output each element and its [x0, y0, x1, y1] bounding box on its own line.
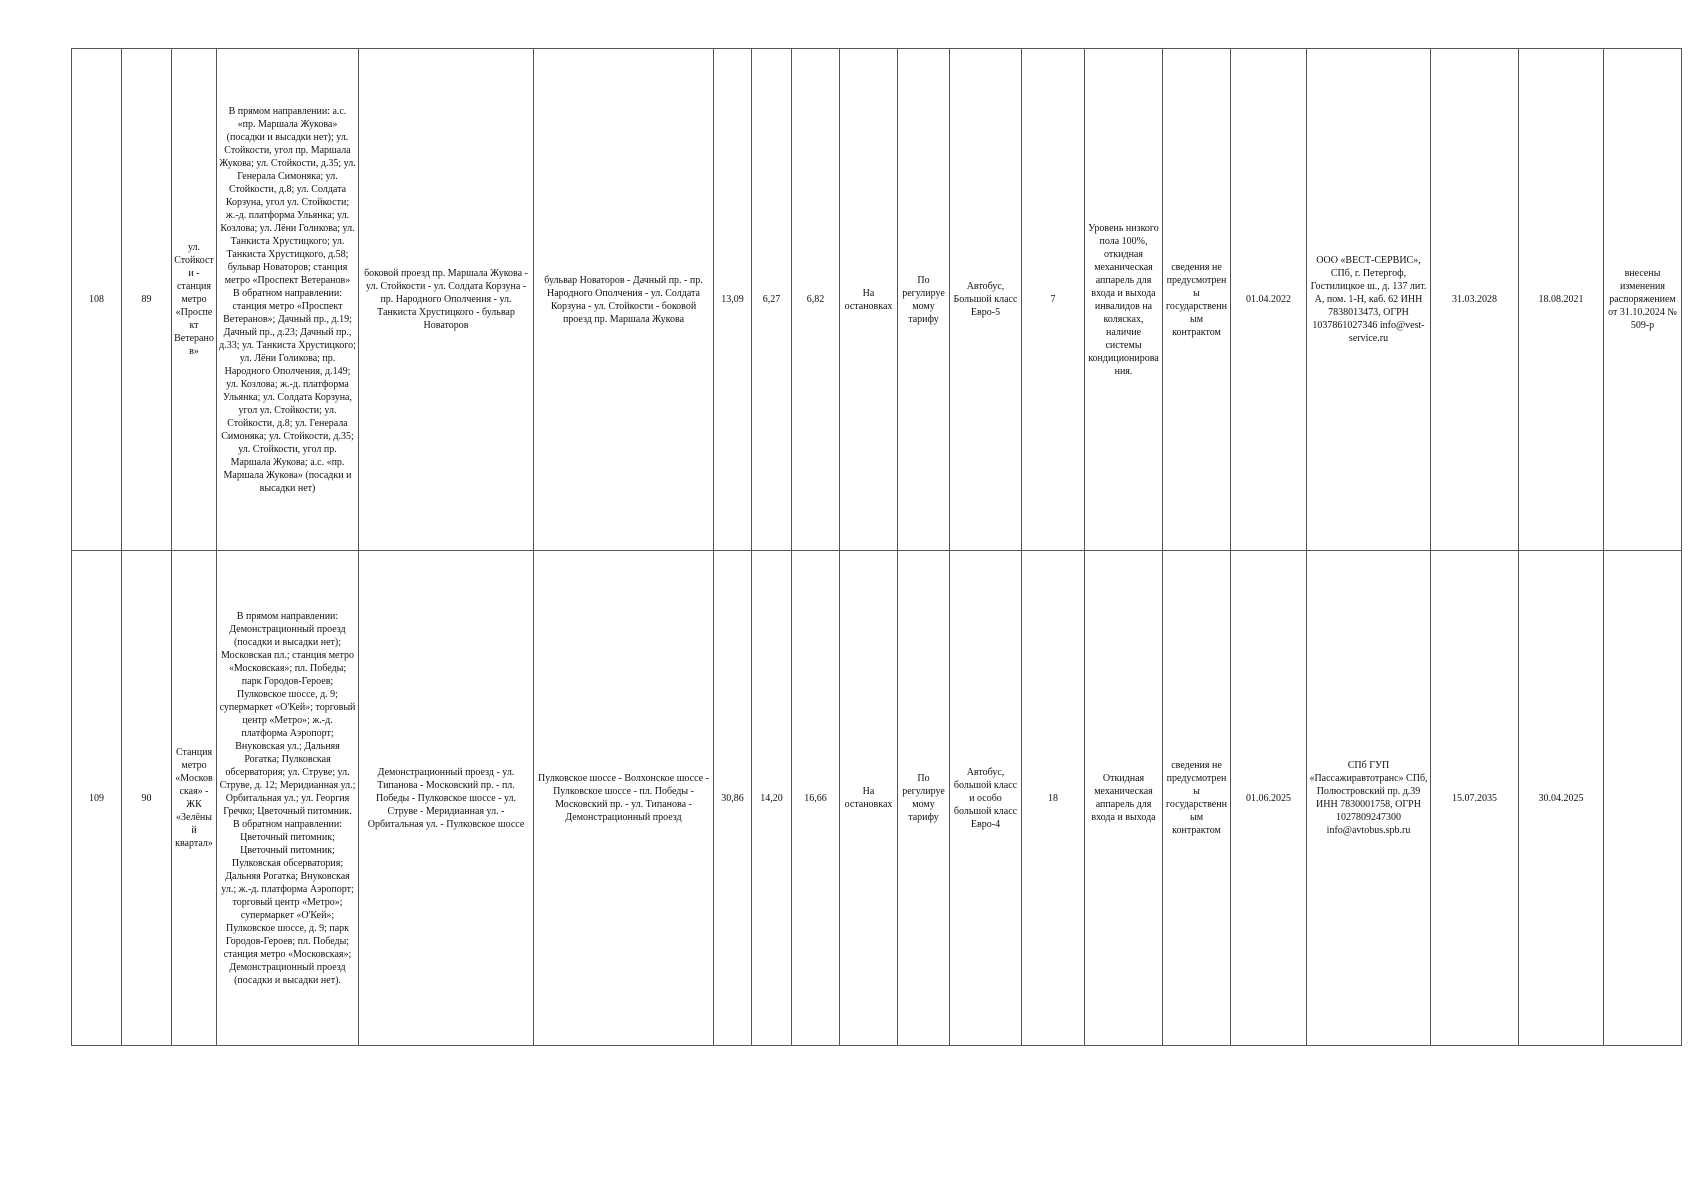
- route-number-cell: 90: [122, 551, 172, 1046]
- carrier-cell: ООО «ВЕСТ-СЕРВИС», СПб, г. Петергоф, Гостилицкое ш., д. 137 лит. А, пом. 1-Н, каб. 62 ИНН 7838013473, ОГРН 1037861027346 info@vest-service.ru: [1307, 49, 1431, 551]
- vehicle-cell: Автобус, большой класс и особо большой класс Евро-4: [950, 551, 1022, 1046]
- boarding-order-cell: На остановках: [840, 551, 898, 1046]
- contract-info-cell: сведения не предусмотрены государственным контрактом: [1163, 49, 1231, 551]
- length-total-cell: 30,86: [714, 551, 752, 1046]
- contract-end-cell: 15.07.2035: [1431, 551, 1519, 1046]
- reg-number-cell: 108: [72, 49, 122, 551]
- length-total-cell: 13,09: [714, 49, 752, 551]
- tariff-cell: По регулируемому тарифу: [898, 551, 950, 1046]
- boarding-order-cell: На остановках: [840, 49, 898, 551]
- streets-forward-cell: Демонстрационный проезд - ул. Типанова - Московский пр. - пл. Победы - Пулковское шоссе - ул. Струве - Меридианная ул. - Орбитальная ул. - Пулковское шоссе: [359, 551, 534, 1046]
- start-date-cell: 01.04.2022: [1231, 49, 1307, 551]
- length-backward-cell: 6,82: [792, 49, 840, 551]
- route-name-cell: ул. Стойкости - станция метро «Проспект Ветеранов»: [172, 49, 217, 551]
- streets-backward-cell: Пулковское шоссе - Волхонское шоссе - Пулковское шоссе - пл. Победы - Московский пр. - ул. Типанова - Демонстрационный проезд: [534, 551, 714, 1046]
- route-registry-table: [71, 48, 1682, 1046]
- stops-cell: В прямом направлении: а.с. «пр. Маршала Жукова» (посадки и высадки нет); ул. Стойкости, угол пр. Маршала Жукова; ул. Стойкости, д.35; ул. Генерала Симоняка; ул. Стойкости, д.8; ул. Солдата Корзуна, угол ул. Стойкости; ж.-д. платформа Ульянка; ул. Козлова; ул. Лёни Голикова; ул. Танкиста Хрустицкого; ул. Танкиста Хрустицкого, д.58; бульвар Новаторов; станция метро «Проспект Ветеранов» В обратном направлении: станция метро «Проспект Ветеранов»; Дачный пр., д.19; Дачный пр., д.23; Дачный пр., д.33; ул. Танкиста Хрустицкого; ул. Лёни Голикова; пр. Народного Ополчения, д.149; ул. Козлова; ж.-д. платформа Ульянка; ул. Солдата Корзуна, угол ул. Стойкости; ул. Стойкости, д.8; ул. Генерала Симоняка; ул. Стойкости, д.35; ул. Стойкости, угол пр. Маршала Жукова; а.с. «пр. Маршала Жукова» (посадки и высадки нет): [217, 49, 359, 551]
- contract-info-cell: сведения не предусмотрены государственным контрактом: [1163, 551, 1231, 1046]
- streets-forward-cell: боковой проезд пр. Маршала Жукова - ул. Стойкости - ул. Солдата Корзуна - пр. Народного Ополчения - ул. Танкиста Хрустицкого - бульвар Новаторов: [359, 49, 534, 551]
- contract-end-cell: 31.03.2028: [1431, 49, 1519, 551]
- length-forward-cell: 6,27: [752, 49, 792, 551]
- characteristics-cell: Откидная механическая аппарель для входа и выхода: [1085, 551, 1163, 1046]
- vehicle-cell: Автобус, Большой класс Евро-5: [950, 49, 1022, 551]
- length-backward-cell: 16,66: [792, 551, 840, 1046]
- vehicle-count-cell: 7: [1022, 49, 1085, 551]
- route-number-cell: 89: [122, 49, 172, 551]
- tariff-cell: По регулируемому тарифу: [898, 49, 950, 551]
- notes-cell: внесены изменения распоряжением от 31.10.2024 № 509-р: [1604, 49, 1682, 551]
- contract-date-cell: 18.08.2021: [1519, 49, 1604, 551]
- table-row: [72, 49, 1682, 551]
- streets-backward-cell: бульвар Новаторов - Дачный пр. - пр. Народного Ополчения - ул. Солдата Корзуна - ул. Стойкости - боковой проезд пр. Маршала Жукова: [534, 49, 714, 551]
- length-forward-cell: 14,20: [752, 551, 792, 1046]
- table-row: [72, 551, 1682, 1046]
- route-name-cell: Станция метро «Московская» - ЖК «Зелёный квартал»: [172, 551, 217, 1046]
- characteristics-cell: Уровень низкого пола 100%, откидная механическая аппарель для входа и выхода инвалидов на колясках, наличие системы кондиционирования.: [1085, 49, 1163, 551]
- carrier-cell: СПб ГУП «Пассажиравтотранс» СПб, Полюстровский пр. д.39 ИНН 7830001758, ОГРН 1027809247300 info@avtobus.spb.ru: [1307, 551, 1431, 1046]
- vehicle-count-cell: 18: [1022, 551, 1085, 1046]
- notes-cell: [1604, 551, 1682, 1046]
- reg-number-cell: 109: [72, 551, 122, 1046]
- start-date-cell: 01.06.2025: [1231, 551, 1307, 1046]
- contract-date-cell: 30.04.2025: [1519, 551, 1604, 1046]
- stops-cell: В прямом направлении: Демонстрационный проезд (посадки и высадки нет); Московская пл.; станция метро «Московская»; пл. Победы; парк Городов-Героев; Пулковское шоссе, д. 9; супермаркет «О'Кей»; торговый центр «Метро»; ж.-д. платформа Аэропорт; Внуковская ул.; Дальняя Рогатка; Пулковская обсерватория; ул. Струве; ул. Струве, д. 12; Меридианная ул.; Орбитальная ул.; ул. Георгия Гречко; Цветочный питомник. В обратном направлении: Цветочный питомник; Цветочный питомник; Пулковская обсерватория; Дальняя Рогатка; Внуковская ул.; ж.-д. платформа Аэропорт; торговый центр «Метро»; супермаркет «О'Кей»; Пулковское шоссе, д. 9; парк Городов-Героев; пл. Победы; станция метро «Московская»; Демонстрационный проезд (посадки и высадки нет).: [217, 551, 359, 1046]
